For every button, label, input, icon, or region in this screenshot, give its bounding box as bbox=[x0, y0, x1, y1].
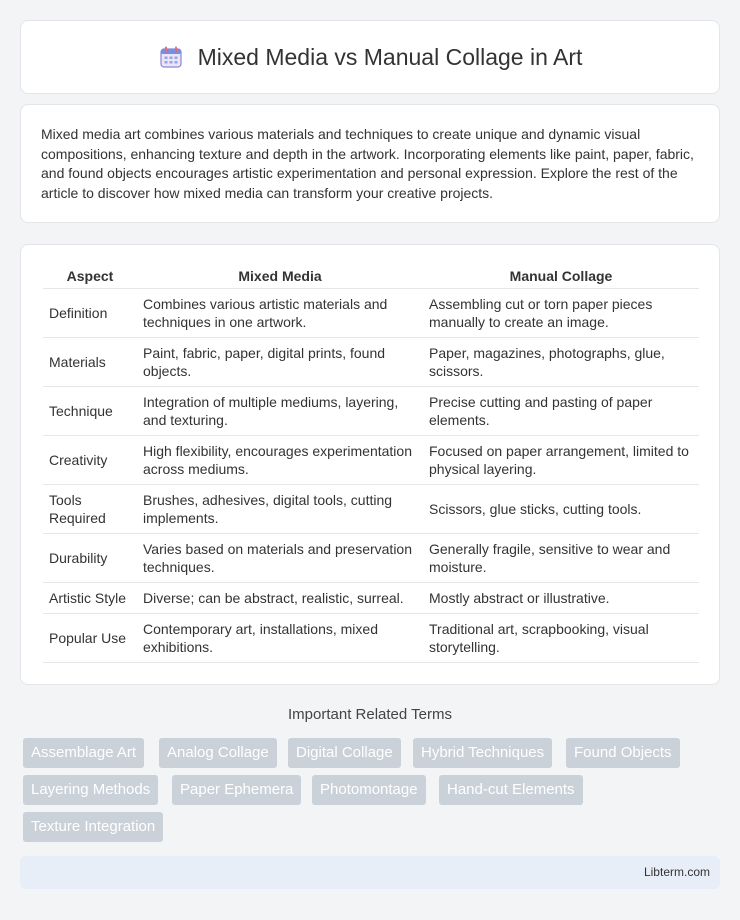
tag-paper-ephemera[interactable]: Paper Ephemera bbox=[172, 775, 301, 805]
tag-assemblage-art[interactable]: Assemblage Art bbox=[23, 738, 144, 768]
mixed-media-cell: Varies based on materials and preservation techniques. bbox=[137, 534, 423, 583]
mixed-media-cell: Paint, fabric, paper, digital prints, found objects. bbox=[137, 338, 423, 387]
table-row bbox=[43, 338, 699, 387]
tag-layering-methods[interactable]: Layering Methods bbox=[23, 775, 158, 805]
tag-hand-cut-elements[interactable]: Hand-cut Elements bbox=[439, 775, 583, 805]
mixed-media-cell: Diverse; can be abstract, realistic, surreal. bbox=[137, 583, 423, 614]
title-wrap bbox=[158, 44, 583, 71]
comparison-table-card bbox=[20, 244, 720, 685]
tag-digital-collage[interactable]: Digital Collage bbox=[288, 738, 401, 768]
manual-collage-cell: Precise cutting and pasting of paper elements. bbox=[423, 387, 699, 436]
footer-site-link[interactable]: Libterm.com bbox=[643, 865, 710, 879]
table-row bbox=[43, 534, 699, 583]
mixed-media-cell: Brushes, adhesives, digital tools, cutting implements. bbox=[137, 485, 423, 534]
related-terms-title: Important Related Terms bbox=[288, 706, 452, 723]
tag-hybrid-techniques[interactable]: Hybrid Techniques bbox=[413, 738, 552, 768]
tag-texture-integration[interactable]: Texture Integration bbox=[23, 812, 163, 842]
mixed-media-cell: Combines various artistic materials and techniques in one artwork. bbox=[137, 289, 423, 338]
aspect-cell: Definition bbox=[43, 289, 137, 338]
manual-collage-cell: Focused on paper arrangement, limited to physical layering. bbox=[423, 436, 699, 485]
page-title: Mixed Media vs Manual Collage in Art bbox=[197, 43, 583, 70]
comparison-table bbox=[43, 267, 699, 663]
manual-collage-cell: Mostly abstract or illustrative. bbox=[423, 583, 699, 614]
aspect-cell: Technique bbox=[43, 387, 137, 436]
table-row bbox=[43, 614, 699, 663]
tag-analog-collage[interactable]: Analog Collage bbox=[159, 738, 277, 768]
aspect-cell: Materials bbox=[43, 338, 137, 387]
manual-collage-cell: Generally fragile, sensitive to wear and moisture. bbox=[423, 534, 699, 583]
tag-found-objects[interactable]: Found Objects bbox=[566, 738, 680, 768]
calendar-icon bbox=[158, 44, 184, 70]
manual-collage-cell: Assembling cut or torn paper pieces manually to create an image. bbox=[423, 289, 699, 338]
aspect-cell: Artistic Style bbox=[43, 583, 137, 614]
table-header-row bbox=[43, 267, 699, 289]
footer bbox=[20, 856, 720, 889]
manual-collage-cell: Paper, magazines, photographs, glue, scissors. bbox=[423, 338, 699, 387]
manual-collage-cell: Traditional art, scrapbooking, visual storytelling. bbox=[423, 614, 699, 663]
header-mixed-media: Mixed Media bbox=[137, 267, 423, 289]
mixed-media-cell: Integration of multiple mediums, layering, and texturing. bbox=[137, 387, 423, 436]
aspect-cell: Popular Use bbox=[43, 614, 137, 663]
header-manual-collage: Manual Collage bbox=[423, 267, 699, 289]
aspect-cell: Tools Required bbox=[43, 485, 137, 534]
mixed-media-cell: High flexibility, encourages experimentation across mediums. bbox=[137, 436, 423, 485]
intro-card bbox=[20, 104, 720, 223]
header-aspect: Aspect bbox=[43, 267, 137, 289]
table-row bbox=[43, 583, 699, 614]
tag-photomontage[interactable]: Photomontage bbox=[312, 775, 426, 805]
table-row bbox=[43, 436, 699, 485]
intro-text: Mixed media art combines various materials and techniques to create unique and dynamic visual compositions, enhancing texture and depth in the artwork. Incorporating elements like paint, paper, fabric, and found objects encourages artistic experimentation and personal expression. Explore the rest of the article to discover how mixed media can transform your creative projects. bbox=[41, 126, 694, 201]
table-row bbox=[43, 387, 699, 436]
mixed-media-cell: Contemporary art, installations, mixed exhibitions. bbox=[137, 614, 423, 663]
table-row bbox=[43, 485, 699, 534]
manual-collage-cell: Scissors, glue sticks, cutting tools. bbox=[423, 485, 699, 534]
aspect-cell: Creativity bbox=[43, 436, 137, 485]
header-card bbox=[20, 20, 720, 94]
table-row bbox=[43, 289, 699, 338]
aspect-cell: Durability bbox=[43, 534, 137, 583]
